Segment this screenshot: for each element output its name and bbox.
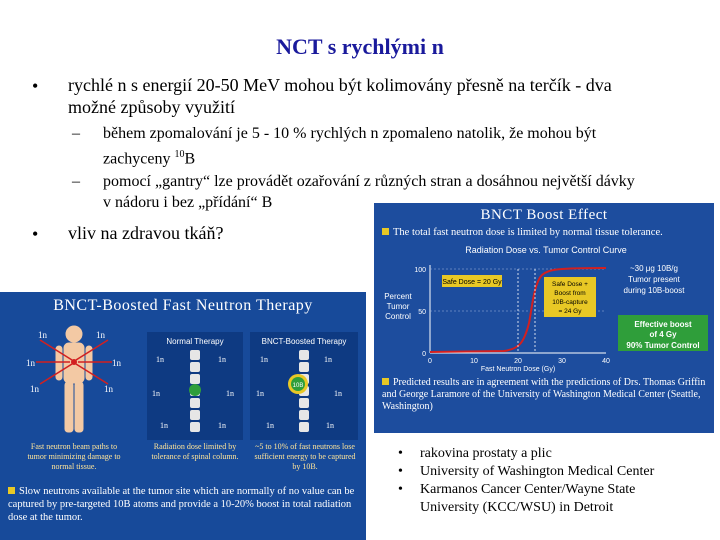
caption-left: Fast neutron beam paths to tumor minimizing damage to normal tissue. [27, 442, 121, 471]
neutron-label: 1n [334, 389, 342, 398]
neutron-label: 1n [96, 330, 105, 340]
bullet-symbol: • [398, 464, 403, 479]
boron-note-2: Tumor present [628, 275, 680, 284]
y-axis-label-1: Percent [384, 292, 412, 301]
bullet-symbol: • [398, 482, 403, 497]
y-tick-100: 100 [414, 267, 426, 274]
x-tick-0: 0 [428, 358, 432, 365]
list-item-text: rakovina prostaty a plic [420, 446, 552, 461]
bnct-boosted-therapy-figure [0, 292, 366, 540]
bottom-note [8, 485, 362, 524]
subpoint-2-line-2: v nádoru i bez „přídání“ B [103, 194, 273, 211]
list-item [398, 463, 654, 481]
institution-list [398, 445, 654, 517]
x-tick-40: 40 [602, 358, 610, 365]
bnct-boost-effect-figure [374, 203, 714, 433]
boron-note-3: during 10B-boost [623, 286, 685, 295]
bullet-2: vliv na zdravou tkáň? [68, 223, 224, 243]
safe-dose-label: Safe Dose = 20 Gy [442, 279, 502, 286]
y-tick-50: 50 [418, 309, 426, 316]
caption-right: ~5 to 10% of fast neutrons lose sufficient energy to be captured by 10B. [254, 442, 356, 471]
yellow-square-icon [8, 487, 15, 494]
safe-dose-boost-3: 10B-capture [552, 299, 588, 306]
neutron-label: 1n [30, 384, 39, 394]
list-item [398, 445, 654, 463]
subpoint-dash: – [72, 125, 80, 142]
tumor-control-label: 90% Tumor Control [626, 341, 700, 350]
list-item-text: University of Washington Medical Center [420, 464, 655, 479]
neutron-label: 1n [38, 330, 47, 340]
neutron-label: 1n [226, 389, 234, 398]
boron-label: 10B [292, 383, 304, 389]
bullet-1-line-2: možné způsoby využití [68, 97, 235, 117]
safe-dose-boost-2: Boost from [554, 290, 586, 297]
list-item [398, 481, 654, 499]
neutron-label: 1n [266, 421, 274, 430]
human-figure-icon [56, 326, 92, 432]
boron-note-1: ~30 μg 10B/g [630, 264, 678, 273]
x-tick-10: 10 [470, 358, 478, 365]
boron-superscript: 10 [174, 149, 185, 160]
bullet-symbol: • [398, 446, 403, 461]
curve-title: Radiation Dose vs. Tumor Control Curve [465, 245, 627, 255]
y-axis-label-2: Tumor [386, 302, 410, 311]
panel-normal-title: Normal Therapy [166, 337, 224, 346]
neutron-label: 1n [326, 421, 334, 430]
yellow-square-icon [382, 378, 389, 385]
x-tick-30: 30 [558, 358, 566, 365]
neutron-label: 1n [218, 421, 226, 430]
effective-boost-1: Effective boost [634, 320, 692, 329]
bullet-symbol: • [32, 224, 39, 244]
prediction-note [382, 377, 710, 413]
subpoint-1-line-2 [103, 145, 195, 169]
neutron-label: 1n [26, 358, 35, 368]
neutron-label: 1n [324, 355, 332, 364]
neutron-label: 1n [256, 389, 264, 398]
subpoint-dash: – [72, 173, 80, 190]
x-axis-label: Fast Neutron Dose (Gy) [480, 366, 556, 373]
neutron-label: 1n [218, 355, 226, 364]
neutron-label: 1n [160, 421, 168, 430]
list-item-text: Karmanos Cancer Center/Wayne State [420, 482, 636, 497]
safe-dose-boost-1: Safe Dose + [552, 281, 588, 288]
bullet-1-line-1: rychlé n s energií 20-50 MeV mohou být kolimovány přesně na terčík - dva [68, 75, 612, 95]
bullet-symbol: • [32, 76, 39, 96]
panel-bnct-title: BNCT-Boosted Therapy [261, 337, 347, 346]
y-tick-0: 0 [422, 351, 426, 358]
neutron-label: 1n [260, 355, 268, 364]
slide-title: NCT s rychlými n [276, 34, 444, 59]
bottom-note-text: Slow neutrons available at the tumor site which are normally of no value can be captured by pre-targeted 10B atoms and provide a 10-20% boost in total radiation dose at the tumor. [8, 486, 355, 523]
figure-title: BNCT Boost Effect [480, 207, 608, 223]
subpoint-1-text: zachyceny [103, 150, 171, 168]
subpoint-1-line-1: během zpomalování je 5 - 10 % rychlých n zpomaleno natolik, že mohou být [103, 125, 597, 142]
neutron-label: 1n [104, 384, 113, 394]
prediction-text: Predicted results are in agreement with the predictions of Drs. Thomas Griffin and George Laramore of the University of Washington Medical Center (Seattle, Washington) [382, 377, 706, 412]
y-axis-label-3: Control [385, 312, 411, 321]
subpoint-2-line-1: pomocí „gantry“ lze provádět ozařování z různých stran a dosáhnou největší dávky [103, 173, 635, 190]
tumor-marker [189, 384, 201, 396]
neutron-label: 1n [156, 355, 164, 364]
safe-dose-boost-4: = 24 Gy [558, 308, 582, 315]
x-tick-20: 20 [514, 358, 522, 365]
boron-symbol: B [184, 150, 196, 168]
neutron-label: 1n [112, 358, 121, 368]
list-item-text: University (KCC/WSU) in Detroit [420, 500, 614, 515]
neutron-label: 1n [152, 389, 160, 398]
effective-boost-2: of 4 Gy [649, 330, 677, 339]
list-item [398, 499, 654, 517]
figure-subtitle-text: The total fast neutron dose is limited by normal tissue tolerance. [393, 227, 663, 238]
figure-title: BNCT-Boosted Fast Neutron Therapy [53, 297, 313, 314]
caption-mid: Radiation dose limited by tolerance of spinal column. [151, 442, 239, 461]
